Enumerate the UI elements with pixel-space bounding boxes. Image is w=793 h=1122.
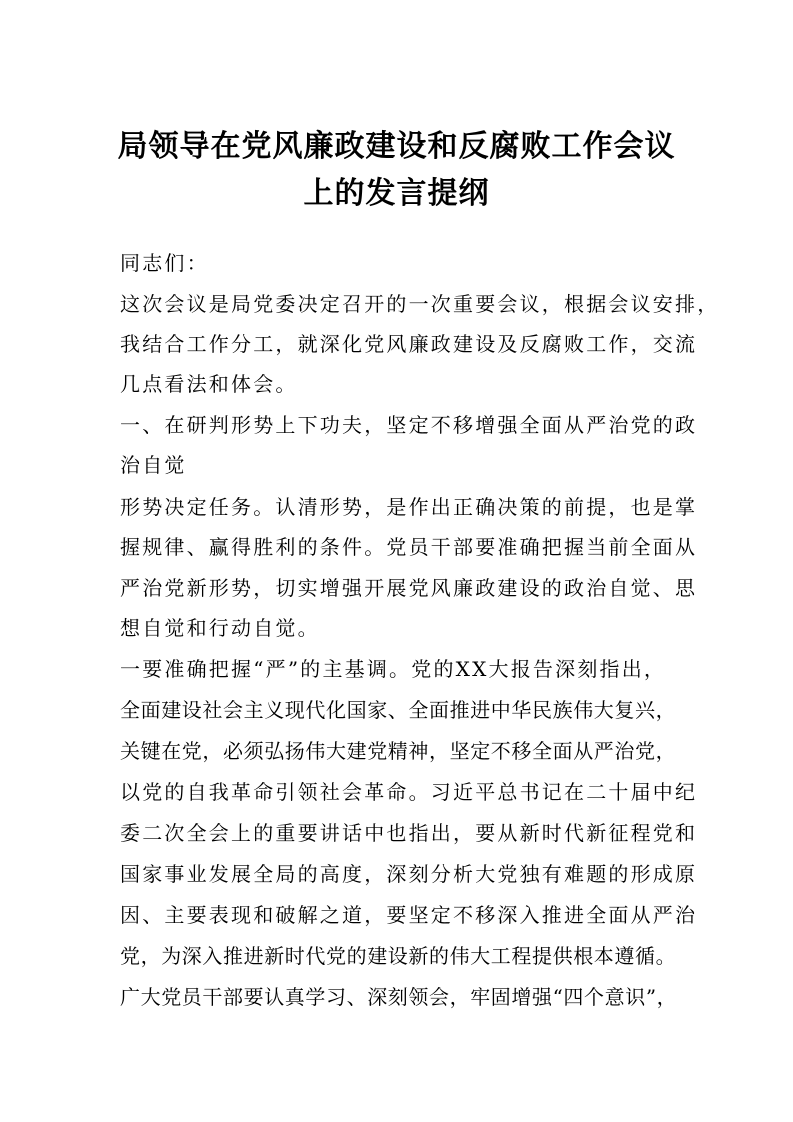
paragraph-line: 全面建设社会主义现代化国家、全面推进中华民族伟大复兴， (120, 698, 677, 722)
paragraph-line: 委二次全会上的重要讲话中也指出，要从新时代新征程党和 (120, 821, 698, 845)
paragraph-line: 广大党员干部要认真学习、深刻领会，牢固增强“四个意识”， (120, 985, 678, 1009)
paragraph-line: 党，为深入推进新时代党的建设新的伟大工程提供根本遵循。 (120, 944, 677, 968)
paragraph-line: 关键在党，必须弘扬伟大建党精神，坚定不移全面从严治党， (120, 739, 677, 763)
document-title-line-2: 上的发言提纲 (303, 176, 490, 211)
paragraph-line: 严治党新形势，切实增强开展党风廉政建设的政治自觉、思 (120, 576, 698, 600)
paragraph-line: 想自觉和行动自觉。 (120, 616, 320, 640)
paragraph-line: 国家事业发展全局的高度，深刻分析大党独有难题的形成原 (120, 862, 698, 886)
section-heading-line: 一、在研判形势上下功夫，坚定不移增强全面从严治党的政 (120, 413, 698, 437)
document-title-line-1: 局领导在党风廉政建设和反腐败工作会议 (117, 129, 676, 164)
section-heading-line: 治自觉 (120, 453, 187, 477)
paragraph-line: 因、主要表现和破解之道，要坚定不移深入推进全面从严治 (120, 903, 698, 927)
paragraph-line: 一要准确把握“严”的主基调。党的XX大报告深刻指出， (120, 657, 667, 681)
paragraph-line: 握规律、赢得胜利的条件。党员干部要准确把握当前全面从 (120, 535, 698, 559)
salutation: 同志们： (120, 251, 209, 275)
paragraph-line: 我结合工作分工，就深化党风廉政建设及反腐败工作，交流 (120, 332, 698, 356)
paragraph-line: 几点看法和体会。 (120, 372, 298, 396)
paragraph-line: 这次会议是局党委决定召开的一次重要会议，根据会议安排， (120, 292, 720, 316)
paragraph-line: 以党的自我革命引领社会革命。习近平总书记在二十届中纪 (120, 780, 698, 804)
paragraph-line: 形势决定任务。认清形势，是作出正确决策的前提，也是掌 (120, 495, 698, 519)
